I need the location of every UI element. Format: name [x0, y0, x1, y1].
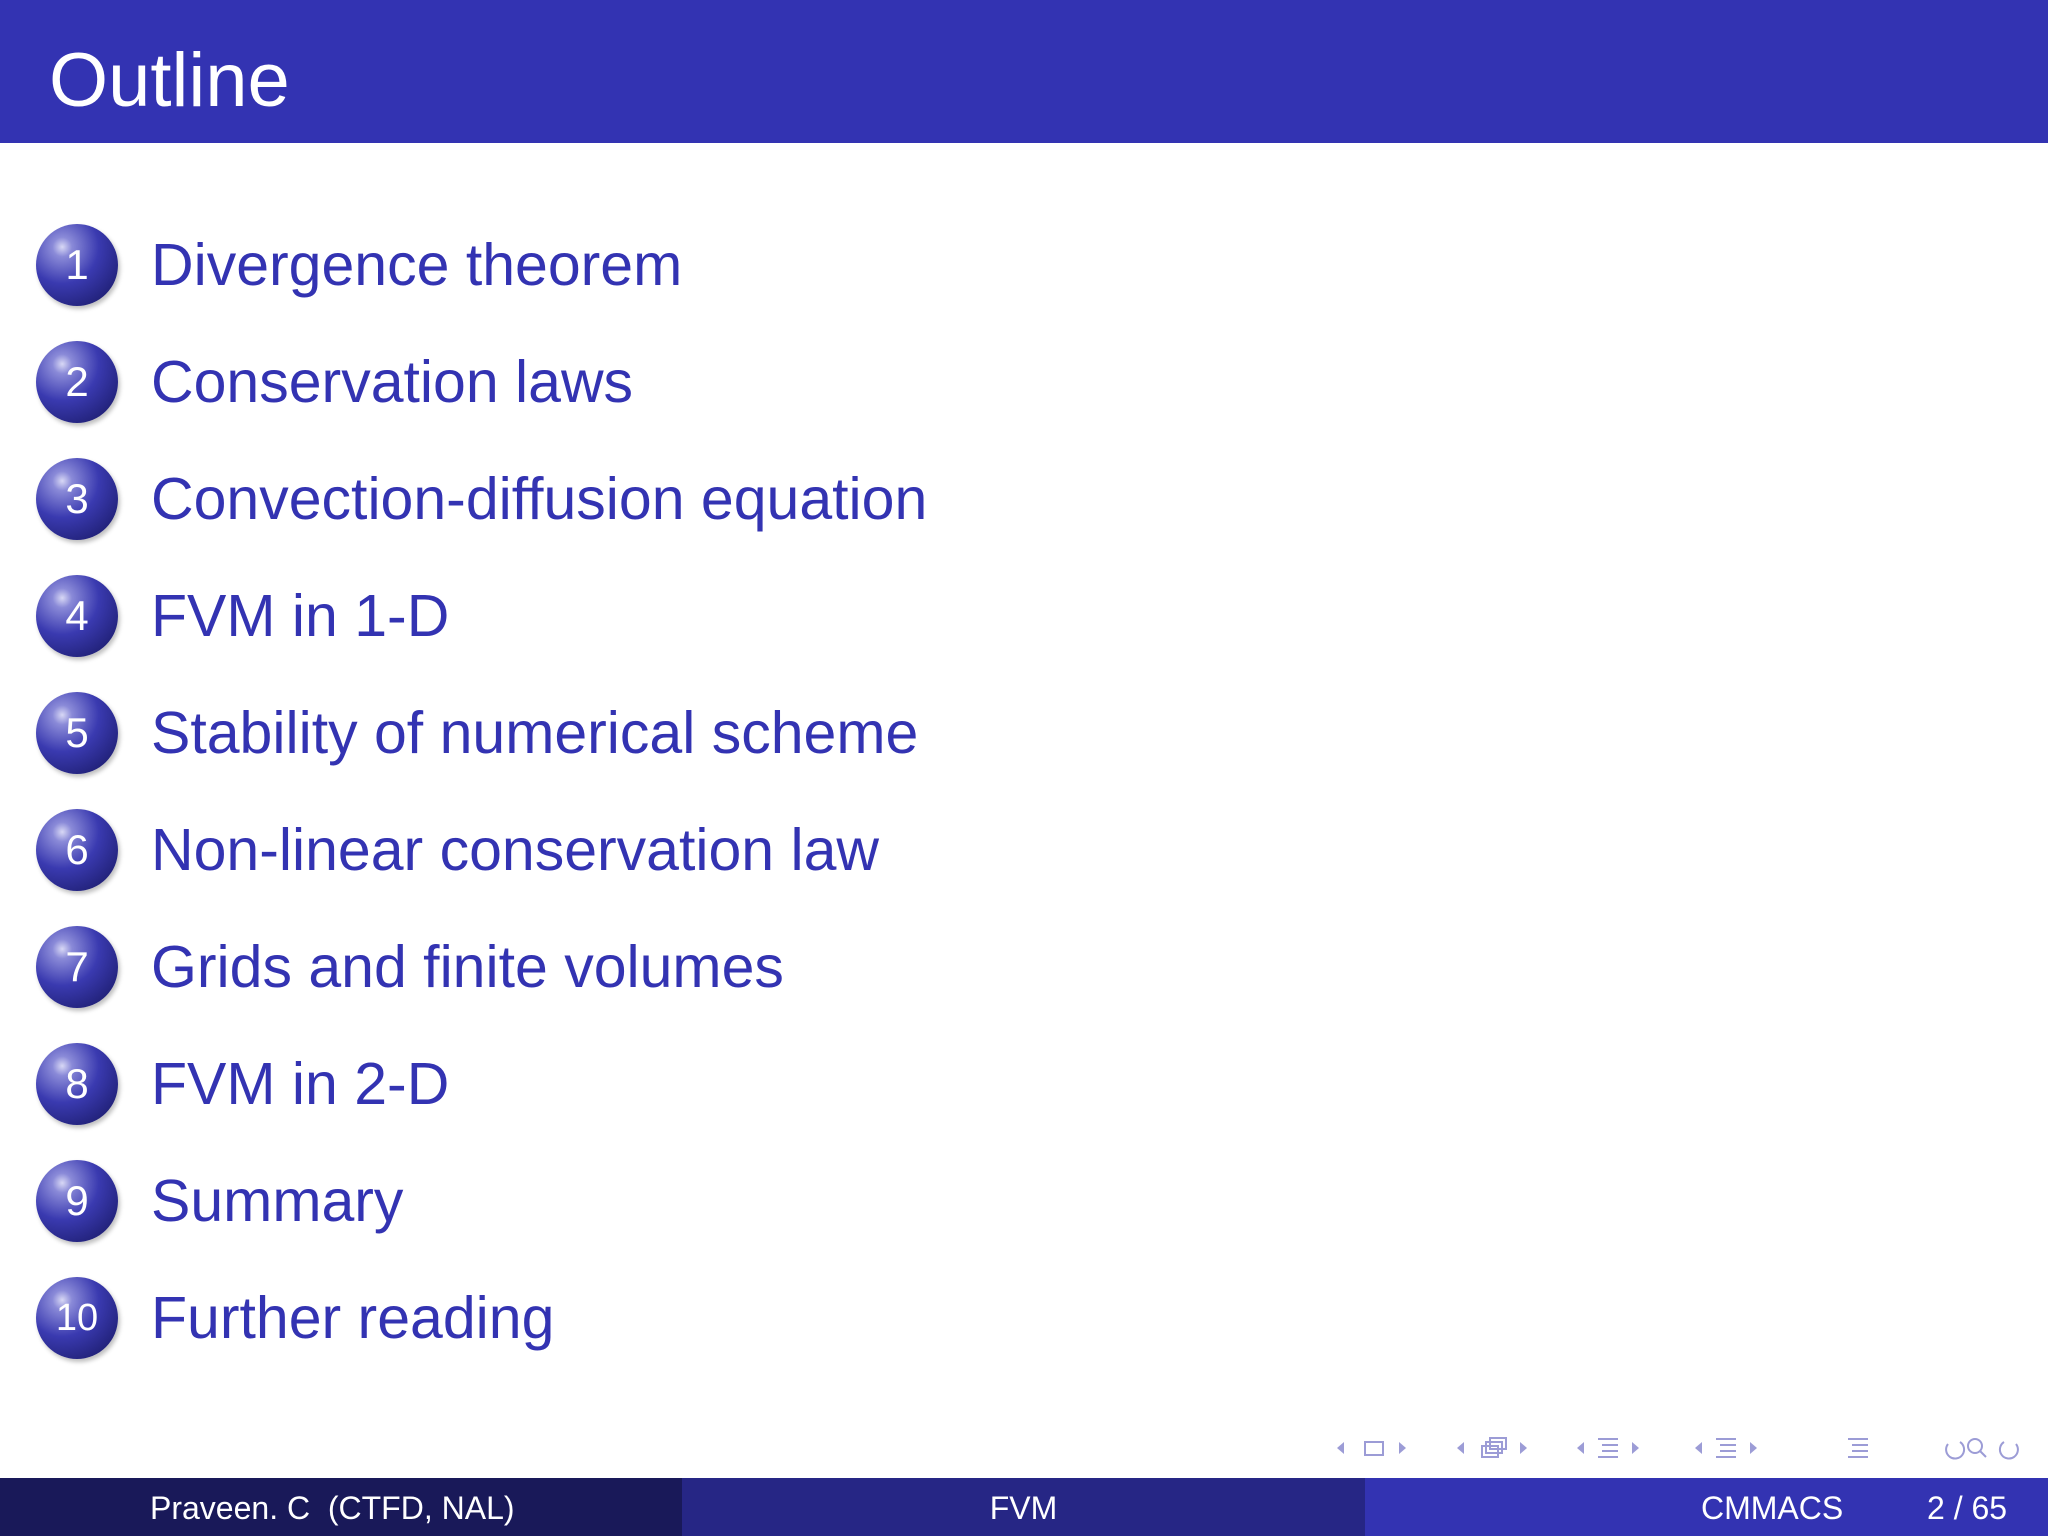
item-label[interactable]: Conservation laws — [151, 349, 634, 415]
item-number-ball: 10 — [36, 1277, 118, 1359]
footer-info-panel — [1365, 1478, 2048, 1536]
item-label[interactable]: FVM in 1-D — [151, 583, 450, 649]
item-number-ball: 9 — [36, 1160, 118, 1242]
arrow-left-icon[interactable] — [1337, 1442, 1344, 1454]
item-label[interactable]: FVM in 2-D — [151, 1051, 450, 1117]
item-number-ball: 4 — [36, 575, 118, 657]
outline-item[interactable] — [0, 1277, 1400, 1377]
arrow-left-icon[interactable] — [1577, 1442, 1584, 1454]
outline-item[interactable] — [0, 224, 1400, 324]
footer-conference: CMMACS — [1701, 1490, 1844, 1526]
item-number-ball: 6 — [36, 809, 118, 891]
outline-item[interactable] — [0, 926, 1400, 1026]
item-number-ball: 5 — [36, 692, 118, 774]
item-number-ball: 2 — [36, 341, 118, 423]
navigation-icons — [1334, 1432, 2024, 1464]
arrow-right-icon[interactable] — [1632, 1442, 1639, 1454]
arrow-left-icon[interactable] — [1695, 1442, 1702, 1454]
item-label[interactable]: Grids and finite volumes — [151, 934, 784, 1000]
outline-item[interactable] — [0, 809, 1400, 909]
item-label[interactable]: Divergence theorem — [151, 232, 683, 298]
frame-icon[interactable] — [1365, 1442, 1383, 1455]
outline-item[interactable] — [0, 341, 1400, 441]
footer-author-panel — [0, 1478, 682, 1536]
section-icon[interactable] — [1598, 1439, 1618, 1457]
arrow-right-icon[interactable] — [1399, 1442, 1406, 1454]
undo-icon[interactable] — [1946, 1442, 1964, 1459]
outline-item[interactable] — [0, 1043, 1400, 1143]
search-nav[interactable] — [1946, 1439, 2018, 1459]
item-number-ball: 7 — [36, 926, 118, 1008]
appendix-icon[interactable] — [1848, 1439, 1868, 1457]
document-nav[interactable] — [1695, 1439, 1757, 1457]
section-icon[interactable] — [1716, 1439, 1736, 1457]
footer-title-panel — [682, 1478, 1365, 1536]
search-icon[interactable] — [1968, 1439, 1982, 1453]
arrow-left-icon[interactable] — [1457, 1442, 1464, 1454]
subsection-icon[interactable] — [1482, 1438, 1506, 1457]
title-bar — [0, 0, 2048, 143]
footer — [0, 1478, 2048, 1536]
outline-item[interactable] — [0, 575, 1400, 675]
slide-title: Outline — [49, 38, 290, 123]
arrow-right-icon[interactable] — [1520, 1442, 1527, 1454]
item-number-ball: 8 — [36, 1043, 118, 1125]
footer-title: FVM — [989, 1490, 1058, 1526]
item-number-ball: 1 — [36, 224, 118, 306]
item-label[interactable]: Stability of numerical scheme — [151, 700, 919, 766]
item-label[interactable]: Further reading — [151, 1285, 555, 1351]
frame-nav[interactable] — [1337, 1442, 1406, 1455]
item-label[interactable]: Non-linear conservation law — [151, 817, 880, 883]
outline-item[interactable] — [0, 458, 1400, 558]
item-number-ball: 3 — [36, 458, 118, 540]
item-label[interactable]: Convection-diffusion equation — [151, 466, 928, 532]
section-nav[interactable] — [1577, 1439, 1639, 1457]
subsection-nav[interactable] — [1457, 1438, 1527, 1457]
navigation-bar — [1334, 1432, 2024, 1464]
arrow-right-icon[interactable] — [1750, 1442, 1757, 1454]
page-number: 2 / 65 — [1927, 1490, 2008, 1526]
footer-author: Praveen. C (CTFD, NAL) — [150, 1490, 515, 1526]
item-label[interactable]: Summary — [151, 1168, 404, 1234]
outline-item[interactable] — [0, 1160, 1400, 1260]
redo-icon[interactable] — [2000, 1442, 2018, 1459]
outline-item[interactable] — [0, 692, 1400, 792]
